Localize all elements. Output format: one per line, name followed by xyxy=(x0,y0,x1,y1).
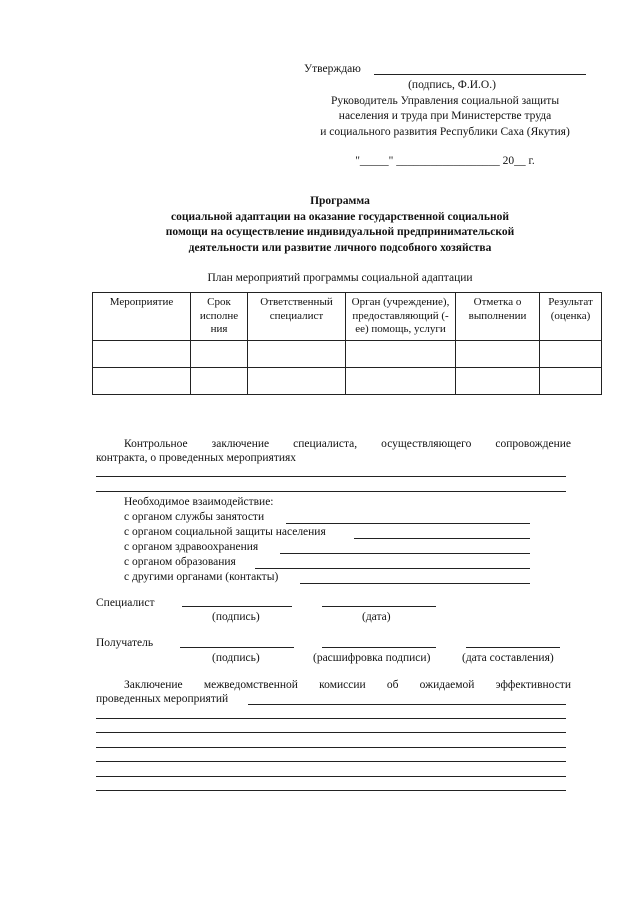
title-line-3: помощи на осуществление индивидуальной предпринимательской xyxy=(165,226,515,238)
table-cell[interactable] xyxy=(248,340,346,367)
recipient-decode-line[interactable] xyxy=(322,647,436,648)
control-text-line-2: контракта, о проведенных мероприятиях xyxy=(96,452,297,464)
interaction-fill-line[interactable] xyxy=(354,538,530,539)
table-row xyxy=(93,367,602,394)
table-cell[interactable] xyxy=(93,340,191,367)
commission-conclusion xyxy=(96,678,571,706)
title-line-4: деятельности или развитие личного подсобного хозяйства xyxy=(188,241,492,254)
interaction-fill-line[interactable] xyxy=(255,568,530,569)
table-cell[interactable] xyxy=(456,340,540,367)
approval-date-line[interactable]: "_____" __________________ 20__ г. xyxy=(355,155,535,167)
title-line-1: Программа xyxy=(310,195,370,207)
table-cell[interactable] xyxy=(540,367,602,394)
interaction-item-other: с другими органами (контакты) xyxy=(124,571,279,583)
table-cell[interactable] xyxy=(93,367,191,394)
specialist-date-caption: (дата) xyxy=(362,611,391,623)
control-fill-line[interactable] xyxy=(96,491,566,492)
title-line-2: социальной адаптации на оказание государственной социальной xyxy=(171,210,509,223)
table-cell[interactable] xyxy=(248,367,346,394)
table-cell[interactable] xyxy=(191,340,248,367)
table-cell[interactable] xyxy=(346,367,456,394)
table-cell[interactable] xyxy=(346,340,456,367)
commission-text-line-2: проведенных мероприятий xyxy=(96,693,229,705)
interaction-fill-line[interactable] xyxy=(300,583,530,584)
commission-fill-line[interactable] xyxy=(96,761,566,762)
col-header-result: Результат (оценка) xyxy=(540,293,602,341)
approve-row xyxy=(290,62,600,78)
commission-fill-line[interactable] xyxy=(96,747,566,748)
plan-table xyxy=(92,292,602,395)
specialist-date-line[interactable] xyxy=(322,606,436,607)
commission-fill-line[interactable] xyxy=(96,718,566,719)
control-text-line-1: Контрольное заключение специалиста, осуществляющего сопровождение xyxy=(124,438,571,450)
specialist-label: Специалист xyxy=(96,597,155,609)
interaction-item-employment: с органом службы занятости xyxy=(124,511,265,523)
interaction-fill-line[interactable] xyxy=(286,523,530,524)
recipient-date-line[interactable] xyxy=(466,647,560,648)
table-cell[interactable] xyxy=(456,367,540,394)
plan-table-header-row xyxy=(93,293,602,341)
commission-fill-line[interactable] xyxy=(96,732,566,733)
specialist-sig-caption: (подпись) xyxy=(212,611,260,623)
interaction-item-social: с органом социальной защиты населения xyxy=(124,526,326,538)
position-line-2: населения и труда при Министерстве труда xyxy=(338,110,552,122)
commission-text-line-1: Заключение межведомственной комиссии об ожидаемой эффективности xyxy=(124,679,571,691)
recipient-date-caption: (дата составления) xyxy=(462,652,554,664)
position-line-1: Руководитель Управления социальной защиты xyxy=(330,94,560,107)
col-header-responsible: Ответственный специалист xyxy=(248,293,346,341)
approval-block xyxy=(290,62,600,170)
control-fill-line[interactable] xyxy=(96,476,566,477)
recipient-label: Получатель xyxy=(96,637,154,649)
interaction-fill-line[interactable] xyxy=(280,553,530,554)
specialist-signature-line[interactable] xyxy=(182,606,292,607)
approve-label: Утверждаю xyxy=(304,63,361,75)
signature-caption: (подпись, Ф.И.О.) xyxy=(408,79,496,91)
interaction-item-education: с органом образования xyxy=(124,556,236,568)
table-cell[interactable] xyxy=(540,340,602,367)
table-row xyxy=(93,340,602,367)
col-header-deadline: Срок исполне ния xyxy=(191,293,248,341)
plan-title: План мероприятий программы социальной адаптации xyxy=(207,272,473,284)
col-header-event: Мероприятие xyxy=(93,293,191,341)
recipient-signature-line[interactable] xyxy=(180,647,294,648)
control-conclusion xyxy=(96,437,571,465)
recipient-sig-caption: (подпись) xyxy=(212,652,260,664)
col-header-agency: Орган (учреждение), предоставляющий (-ее) помощь, услуги xyxy=(346,293,456,341)
col-header-completion: Отметка о выполнении xyxy=(456,293,540,341)
commission-fill-line[interactable] xyxy=(96,776,566,777)
commission-fill-line[interactable] xyxy=(248,704,566,705)
interaction-item-health: с органом здравоохранения xyxy=(124,541,259,553)
program-title xyxy=(80,194,600,256)
commission-fill-line[interactable] xyxy=(96,790,566,791)
table-cell[interactable] xyxy=(191,367,248,394)
approve-signature-line[interactable] xyxy=(374,74,586,75)
position-line-3: и социального развития Республики Саха (Якутия) xyxy=(320,125,570,138)
recipient-decode-caption: (расшифровка подписи) xyxy=(313,652,431,664)
interaction-heading: Необходимое взаимодействие: xyxy=(124,496,274,508)
